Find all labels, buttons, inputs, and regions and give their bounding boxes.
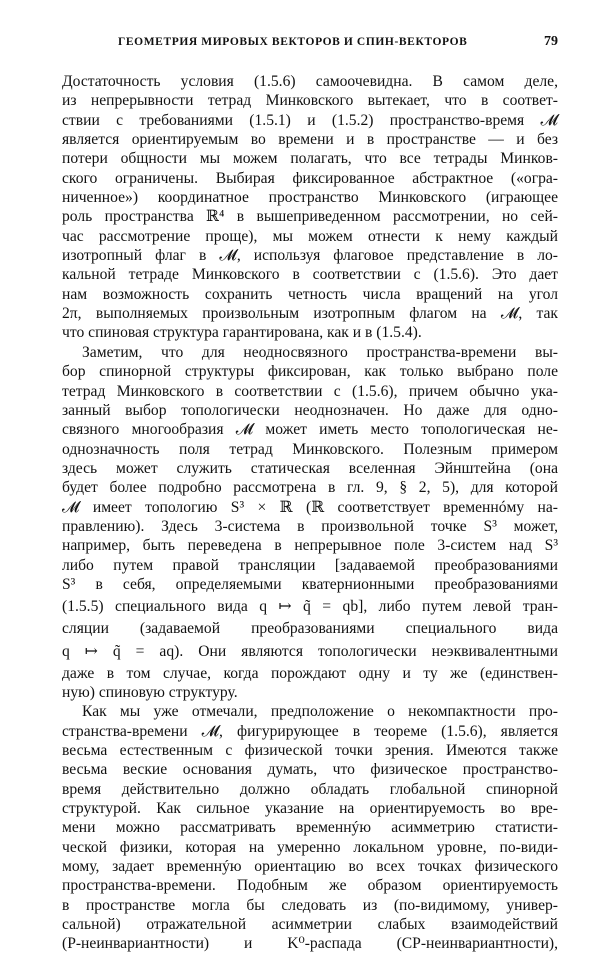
text-line: будет более подробно рассмотрена в гл. 9, § 2, 5), для которой (62, 479, 558, 497)
text-line: потери общности мы можем полагать, что все тетрады Минков- (62, 150, 558, 168)
text-line: занный выбор топологически неоднозначен. Но даже для одно- (62, 401, 558, 419)
text-line: мому, задает временнýю ориентацию во всех точках физического (62, 858, 558, 876)
text-line: странства-времени 𝓜, фигурирующее в теореме (1.5.6), является (62, 722, 558, 740)
text-line: однозначность поля тетрад Минковского. Полезным примером (62, 440, 558, 458)
text-line: ную) спиновую структуру. (62, 683, 238, 701)
text-line: кальной тетраде Минковского в соответствии с (1.5.6). Это дает (62, 266, 558, 284)
page-number: 79 (544, 34, 558, 49)
text-line: время действительно должно обладать глобальной спинорной (62, 780, 558, 798)
text-line: Как мы уже отмечали, предположение о некомпактности про- (82, 703, 558, 721)
text-line: является ориентируемым во времени и в пространстве — и без (62, 131, 558, 149)
text-line: (P-неинвариантности) и K⁰-распада (CP-неинвариантности), (62, 935, 558, 953)
text-line: либо путем правой трансляции [задаваемой преобразованиями (62, 556, 558, 574)
text-line: весьма веские основания думать, что физическое пространство- (62, 761, 558, 779)
text-line: ниченное») координатное пространство Минковского (играющее (62, 189, 558, 207)
text-line: здесь может служить статическая вселенная Эйнштейна (она (62, 459, 558, 477)
text-line: связного многообразия 𝓜 может иметь место топологическая не- (62, 421, 558, 439)
text-line: нам возможность сохранить четность числа вращений на угол (62, 285, 558, 303)
text-line: правлению). Здесь 3-система в произвольной точке S³ может, (62, 517, 558, 535)
text-line: (1.5.5) специального вида q ↦ q̃ = qb], либо путем левой тран- (62, 598, 558, 616)
text-line: мени можно рассматривать временнýю асимметрию статисти- (62, 819, 558, 837)
text-line: 2π, выполняемых произвольным изотропным флагом на 𝓜, так (62, 305, 558, 323)
text-line: структурой. Как сильное указание на ориентируемость во вре- (62, 800, 558, 818)
text-line: ского ограничены. Выбирая фиксированное абстрактное («огра- (62, 169, 558, 187)
text-line: в пространстве могла бы следовать из (по-видимому, универ- (62, 896, 558, 914)
text-line: весьма естественным с физической точки зрения. Имеются также (62, 742, 558, 759)
text-line: Заметим, что для неодносвязного пространства-времени вы- (82, 343, 558, 361)
body-text (62, 72, 558, 954)
text-line: ческой физики, которая на умеренно локальном уровне, по-види- (62, 838, 558, 856)
text-line: сальной) отражательной асимметрии слабых взаимодействий (62, 916, 558, 934)
text-line: роль пространства ℝ⁴ в вышеприведенном рассмотрении, но сей- (62, 208, 558, 226)
text-line: что спиновая структура гарантирована, как и в (1.5.4). (62, 324, 422, 342)
text-line: сляции (задаваемой преобразованиями специального вида (62, 620, 558, 638)
text-line: бор спинорной структуры фиксирован, как только выбрано поле (62, 363, 558, 381)
text-line: час рассмотрение проще), мы можем отнести к нему каждый (62, 227, 558, 245)
text-line: изотропный флаг в 𝓜, используя флаговое представление в ло- (62, 247, 558, 265)
text-line: S³ в себя, определяемыми кватернионными преобразованиями (62, 575, 558, 593)
text-line: q ↦ q̃ = aq). Они являются топологически неэквивалентными (62, 642, 558, 660)
text-line: пространства-времени. Подобным же образом ориентируемость (62, 877, 558, 895)
text-line: даже в том случае, когда порождают одну и ту же (единствен- (62, 664, 558, 682)
text-line: из непрерывности тетрад Минковского вытекает, что в соответ- (62, 92, 558, 110)
text-line: Достаточность условия (1.5.6) самоочевидна. В самом деле, (62, 73, 558, 90)
text-line: ствии с требованиями (1.5.1) и (1.5.2) пространство-время 𝓜 (62, 111, 558, 129)
text-line: например, быть переведена в непрерывное поле 3-систем над S³ (62, 537, 558, 555)
text-line: тетрад Минковского в соответствии с (1.5.6), причем обычно ука- (62, 382, 558, 400)
page-header (62, 34, 558, 54)
text-line: 𝓜 имеет топологию S³ × ℝ (ℝ соответствует временнóму на- (62, 498, 558, 516)
running-head: ГЕОМЕТРИЯ МИРОВЫХ ВЕКТОРОВ И СПИН-ВЕКТОРОВ (118, 36, 468, 48)
